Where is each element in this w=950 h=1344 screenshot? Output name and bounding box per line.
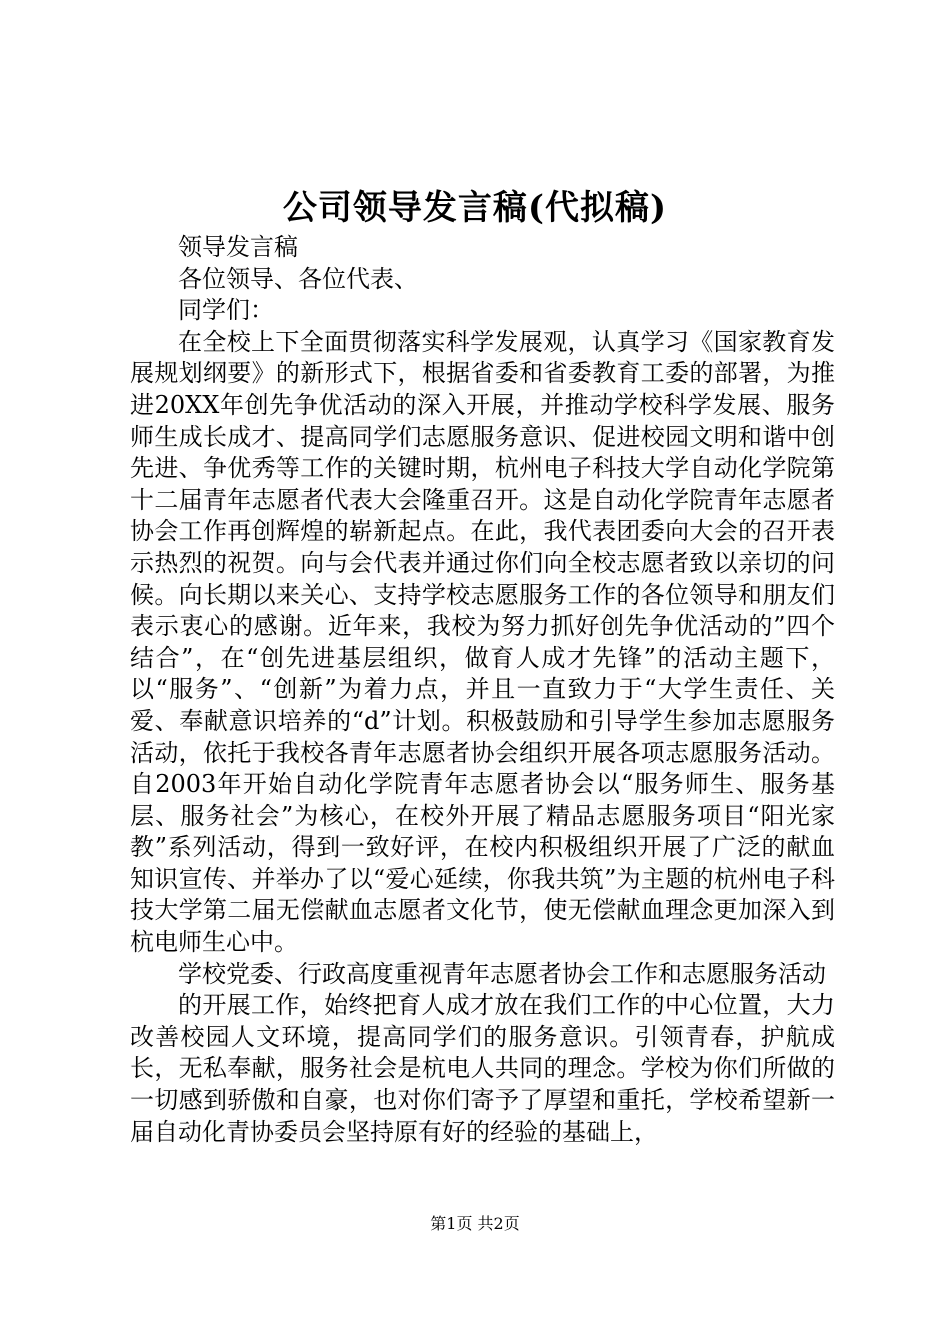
paragraph-main: 在全校上下全面贯彻落实科学发展观，认真学习《国家教育发展规划纲要》的新形式下，根据省委和省委教育工委的部署，为推进20XX年创先争优活动的深入开展，并推动学校科学发展、服务师生成长成才、提高同学们志愿服务意识、促进校园文明和谐中创先进、争优秀等工作的关键时期，杭州电子科技大学自动化学院第十二届青年志愿者代表大会隆重召开。这是自动化学院青年志愿者协会工作再创辉煌的崭新起点。在此，我代表团委向大会的召开表示热烈的祝贺。向与会代表并通过你们向全校志愿者致以亲切的问候。向长期以来关心、支持学校志愿服务工作的各位领导和朋友们表示衷心的感谢。近年来，我校为努力抓好创先争优活动的”四个结合”，在“创先进基层组织，做育人成才先锋”的活动主题下，以“服务”、“创新”为着力点，并且一直致力于“大学生责任、关爱、奉献意识培养的“d”计划。积极鼓励和引导学生参加志愿服务活动，依托于我校各青年志愿者协会组织开展各项志愿服务活动。自2003年开始自动化学院青年志愿者协会以“服务师生、服务基层、服务社会”为核心，在校外开展了精品志愿服务项目“阳光家教”系列活动，得到一致好评，在校内积极组织开展了广泛的献血知识宣传、并举办了以“爱心延续，你我共筑”为主题的杭州电子科技大学第二届无偿献血志愿者文化节，使无偿献血理念更加深入到杭电师生心中。 [130,327,835,957]
paragraph-school-committee: 学校党委、行政高度重视青年志愿者协会工作和志愿服务活动 [178,959,826,988]
paragraph-heading: 领导发言稿 [178,233,298,261]
paragraph-salutation: 各位领导、各位代表、 [178,264,418,293]
page-footer: 第1页 共2页 [430,1214,520,1233]
paragraph-continuation: 的开展工作，始终把育人成才放在我们工作的中心位置，大力改善校园人文环境，提高同学们的服务意识。引领青春，护航成长，无私奉献，服务社会是杭电人共同的理念。学校为你们所做的一切感到骄傲和自豪，也对你们寄予了厚望和重托，学校希望新一届自动化青协委员会坚持原有好的经验的基础上， [130,991,835,1146]
document-body [130,232,835,1148]
paragraph-salutation-students: 同学们： [178,296,274,325]
document-title: 公司领导发言稿(代拟稿) [282,188,668,228]
